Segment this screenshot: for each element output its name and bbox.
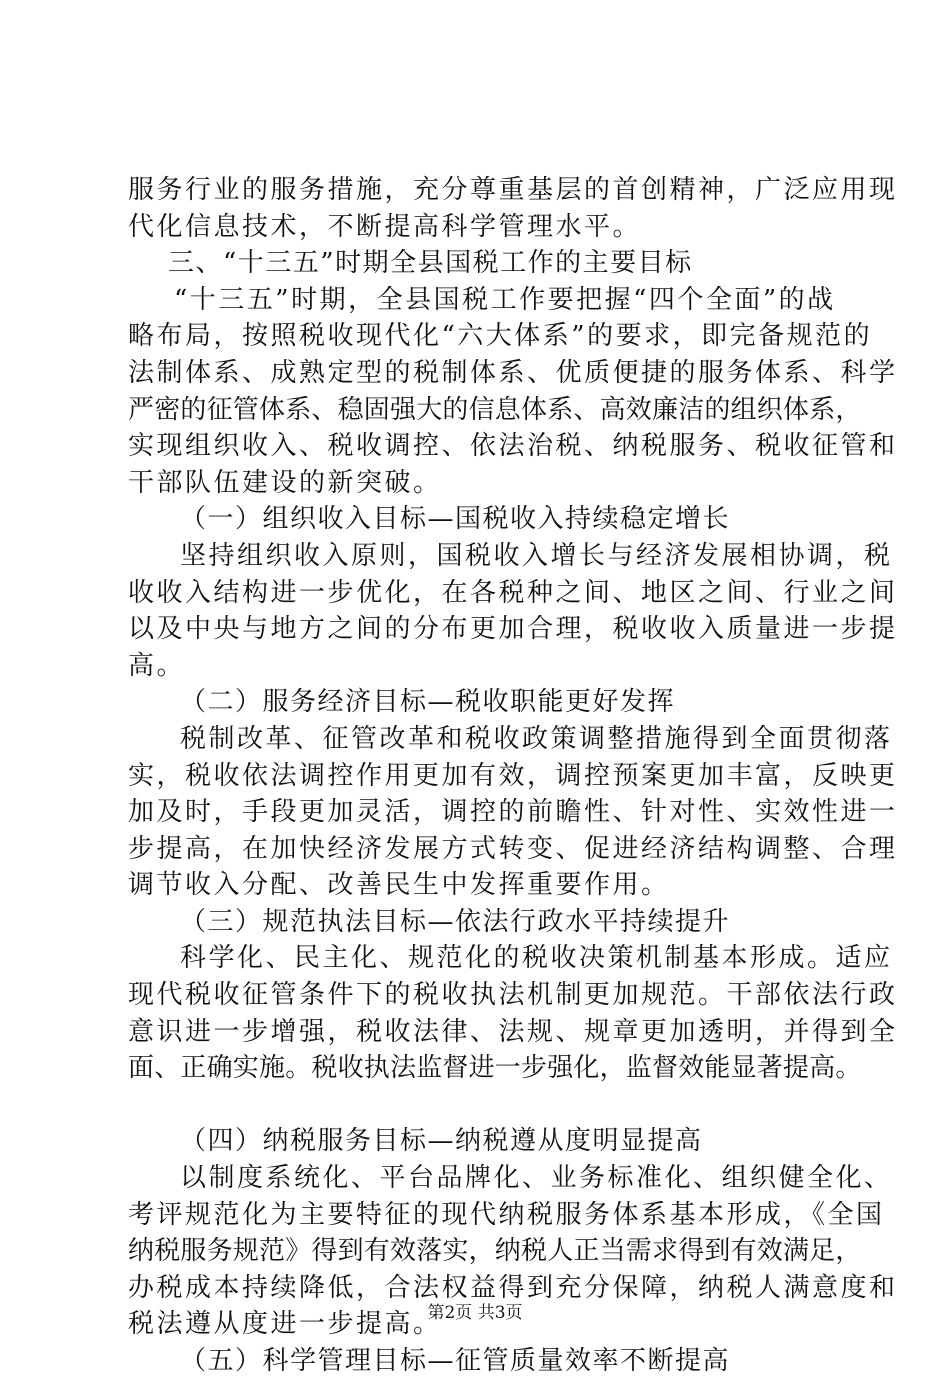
text-line: 意识进一步增强，税收法律、法规、规章更加透明，并得到全 xyxy=(128,1016,898,1047)
text-line: 服务行业的服务措施，充分尊重基层的首创精神，广泛应用现 xyxy=(128,175,898,205)
text-line: 步提高，在加快经济发展方式转变、促进经济结构调整、合理 xyxy=(128,833,898,864)
text-line: “十三五”时期，全县国税工作要把握“四个全面”的战 xyxy=(174,284,836,315)
text-line: 调节收入分配、改善民生中发挥重要作用。 xyxy=(128,870,670,901)
text-line: 办税成本持续降低，合法权益得到充分保障，纳税人满意度和 xyxy=(128,1272,898,1303)
text-line: 以制度系统化、平台品牌化、业务标准化、组织健全化、 xyxy=(180,1163,893,1194)
text-line: 加及时，手段更加灵活，调控的前瞻性、针对性、实效性进一 xyxy=(128,797,898,828)
text-line: 面、正确实施。税收执法监督进一步强化，监督效能显著提高。 xyxy=(128,1053,862,1084)
text-line: （四）纳税服务目标—纳税遵从度明显提高 xyxy=(180,1126,703,1157)
text-line: 科学化、民主化、规范化的税收决策机制基本形成。适应 xyxy=(180,943,893,974)
text-line: 实现组织收入、税收调控、依法治税、纳税服务、税收征管和 xyxy=(128,431,898,462)
text-line: 代化信息技术，不断提高科学管理水平。 xyxy=(128,211,642,242)
document-body xyxy=(128,172,898,1380)
text-line: 现代税收征管条件下的税收执法机制更加规范。干部依法行政 xyxy=(128,980,898,1011)
text-line: 法制体系、成熟定型的税制体系、优质便捷的服务体系、科学 xyxy=(128,357,898,388)
text-line: 高。 xyxy=(128,650,186,681)
text-line: 干部队伍建设的新突破。 xyxy=(128,467,442,498)
text-line: 税制改革、征管改革和税收政策调整措施得到全面贯彻落 xyxy=(180,723,893,754)
text-line: 坚持组织收入原则，国税收入增长与经济发展相协调，税 xyxy=(180,540,893,571)
text-line: （五）科学管理目标—征管质量效率不断提高 xyxy=(180,1346,731,1376)
text-line: 税法遵从度进一步提高。 xyxy=(128,1309,442,1340)
text-line: （三）规范执法目标—依法行政水平持续提升 xyxy=(180,906,731,937)
blank-line xyxy=(128,1087,868,1124)
text-line: 略布局，按照税收现代化“六大体系”的要求，即完备规范的 xyxy=(128,321,873,352)
text-line: 纳税服务规范》得到有效落实，纳税人正当需求得到有效满足， xyxy=(128,1236,862,1267)
text-line: 严密的征管体系、稳固强大的信息体系、高效廉洁的组织体系， xyxy=(128,394,862,425)
text-line: 考评规范化为主要特征的现代纳税服务体系基本形成，《全国 xyxy=(128,1199,885,1230)
text-line: （二）服务经济目标—税收职能更好发挥 xyxy=(180,687,676,718)
text-line: 三、“十三五”时期全县国税工作的主要目标 xyxy=(168,248,693,279)
page-number-footer: 第2页 共3页 xyxy=(427,1303,523,1323)
text-line: 收收入结构进一步优化，在各税种之间、地区之间、行业之间 xyxy=(128,577,898,608)
text-line: 以及中央与地方之间的分布更加合理，税收收入质量进一步提 xyxy=(128,614,898,645)
text-line: （一）组织收入目标—国税收入持续稳定增长 xyxy=(180,504,731,535)
text-line: 实，税收依法调控作用更加有效，调控预案更加丰富，反映更 xyxy=(128,760,898,791)
